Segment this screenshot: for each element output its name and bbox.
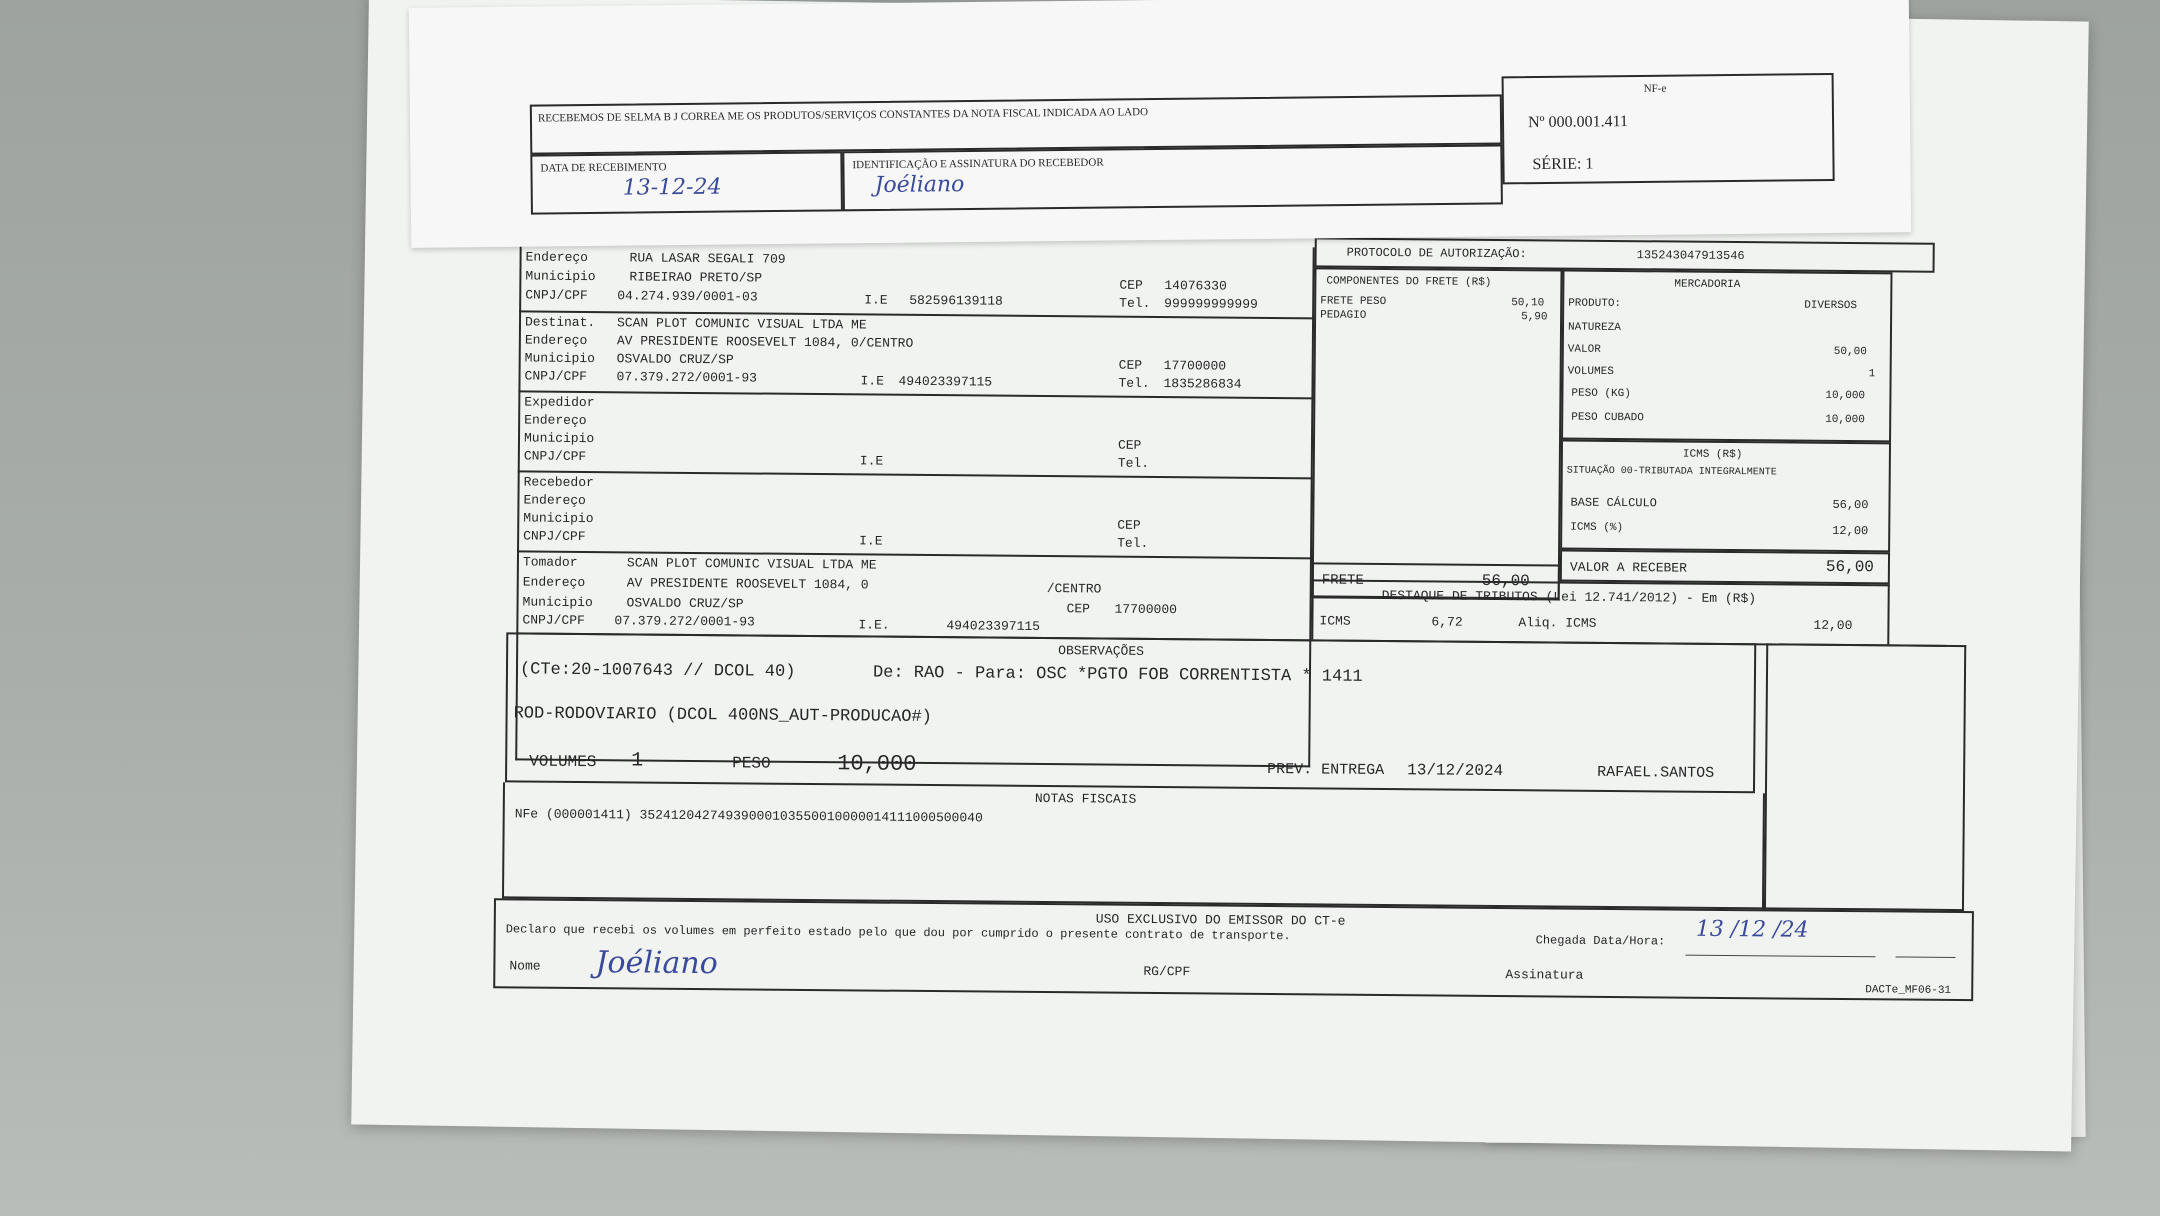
componentes-box <box>1312 267 1563 599</box>
tomador-municipio-label: Municipio <box>522 594 593 611</box>
icms-aliq-label: ICMS (%) <box>1570 521 1624 535</box>
remetente-ie-label: I.E <box>864 292 888 308</box>
cte-form <box>463 210 2000 1023</box>
tomador-endereco: AV PRESIDENTE ROOSEVELT 1084, 0 <box>626 575 869 593</box>
obs-peso-value: 10,000 <box>837 751 917 777</box>
nf-number: Nº 000.001.411 <box>1527 113 1629 132</box>
recebedor-municipio-label: Municipio <box>523 510 594 527</box>
volumes-label: VOLUMES <box>1567 365 1614 378</box>
recebedor-ie-label: I.E <box>859 533 883 549</box>
destinatario-name: SCAN PLOT COMUNIC VISUAL LTDA ME <box>616 315 867 333</box>
receiver-signature: Joéliano <box>874 172 965 198</box>
assinatura-label: Assinatura <box>1505 967 1584 983</box>
obs-line1: (CTe:20-1007643 // DCOL 40) <box>519 660 796 682</box>
valor-receber-label: VALOR A RECEBER <box>1569 559 1688 576</box>
tributos-icms-value: 6,72 <box>1431 614 1463 630</box>
destinatario-tel-label: Tel. <box>1118 375 1150 391</box>
obs-volumes-value: 1 <box>631 749 644 773</box>
chegada-handwritten: 13 /12 /24 <box>1695 916 1809 943</box>
expedidor-cnpj-label: CNPJ/CPF <box>523 448 587 465</box>
chegada-label: Chegada Data/Hora: <box>1535 933 1666 949</box>
rg-label: RG/CPF <box>1143 963 1191 980</box>
expedidor-municipio-label: Municipio <box>523 430 595 447</box>
nf-serie: SÉRIE: 1 <box>1532 155 1594 174</box>
recebedor-cnpj-label: CNPJ/CPF <box>523 528 586 545</box>
base-calculo-label: BASE CÁLCULO <box>1570 495 1657 511</box>
recebedor-endereco-label: Endereço <box>523 492 586 509</box>
natureza-label: NATUREZA <box>1567 321 1621 335</box>
nfe-line: NFe (000001411) 35241204274939000103550010000014111000500040 <box>514 806 983 826</box>
destinatario-ie-label: I.E <box>860 373 884 389</box>
protocol-label: PROTOCOLO DE AUTORIZAÇÃO: <box>1346 245 1527 262</box>
recebedor-tel-label: Tel. <box>1117 535 1149 551</box>
notas-box <box>502 782 1765 909</box>
destinatario-endereco-label: Endereço <box>524 332 588 349</box>
remetente-cnpj-label: CNPJ/CPF <box>525 287 588 304</box>
notas-title: NOTAS FISCAIS <box>1034 790 1137 807</box>
destinatario-cnpj-label: CNPJ/CPF <box>524 368 588 385</box>
tomador-endereco2: /CENTRO <box>1046 581 1102 597</box>
frete-peso-label: FRETE PESO <box>1320 295 1387 308</box>
produto-label: PRODUTO: <box>1568 297 1622 311</box>
obs-peso-label: PESO <box>732 754 771 773</box>
expedidor-ie-label: I.E <box>859 453 884 469</box>
destinatario-label: Destinat. <box>524 314 596 331</box>
tomador-cep: 17700000 <box>1114 601 1178 618</box>
destinatario-cep-label: CEP <box>1118 357 1143 373</box>
observacoes-box <box>505 632 1756 793</box>
frete-value: 56,00 <box>1481 571 1530 591</box>
remetente-municipio: RIBEIRAO PRETO/SP <box>629 269 763 286</box>
user-name: RAFAEL.SANTOS <box>1597 763 1715 782</box>
chegada-time-line <box>1896 956 1956 959</box>
peso-cubado-label: PESO CUBADO <box>1571 411 1644 425</box>
componentes-title: COMPONENTES DO FRETE (R$) <box>1326 275 1492 289</box>
nome-label: Nome <box>509 958 541 974</box>
empty-right-box <box>1764 643 1966 911</box>
destinatario-cnpj: 07.379.272/0001-93 <box>616 369 758 386</box>
valor-value: 50,00 <box>1833 345 1867 359</box>
tomador-cnpj-label: CNPJ/CPF <box>522 612 585 629</box>
tributos-aliq-value: 12,00 <box>1813 617 1853 634</box>
frete-label: FRETE <box>1321 572 1364 589</box>
uso-exclusivo-box <box>493 898 1974 1001</box>
expedidor-label: Expedidor <box>524 394 595 411</box>
tomador-cep-label: CEP <box>1066 601 1091 617</box>
nf-number-box <box>1502 73 1835 184</box>
remetente-endereco: RUA LASAR SEGALI 709 <box>629 250 786 267</box>
id-box <box>842 144 1503 211</box>
received-text: RECEBEMOS DE SELMA B J CORREA ME OS PRODUTOS/SERVIÇOS CONSTANTES DA NOTA FISCAL INDICADA AO LADO <box>537 106 1149 125</box>
remetente-cep-label: CEP <box>1119 277 1143 293</box>
pedagio-label: PEDAGIO <box>1320 309 1367 322</box>
produto-value: DIVERSOS <box>1804 299 1858 313</box>
remetente-ie: 582596139118 <box>909 292 1003 309</box>
remetente-endereco-label: Endereço <box>525 249 589 266</box>
observacoes-title: OBSERVAÇÕES <box>1058 643 1145 659</box>
obs-volumes-label: VOLUMES <box>529 752 597 772</box>
frete-peso-value: 50,10 <box>1511 297 1545 310</box>
tomador-label: Tomador <box>522 554 578 570</box>
uso-title: USO EXCLUSIVO DO EMISSOR DO CT-e <box>1095 911 1346 929</box>
destinatario-endereco: AV PRESIDENTE ROOSEVELT 1084, 0/CENTRO <box>616 333 914 351</box>
valor-receber-box <box>1560 550 1890 585</box>
remetente-tel: 999999999999 <box>1164 296 1258 312</box>
destinatario-municipio: OSVALDO CRUZ/SP <box>616 351 734 368</box>
chegada-date-line <box>1686 955 1876 959</box>
expedidor-endereco-label: Endereço <box>524 412 587 429</box>
icms-situacao: SITUAÇÃO 00-TRIBUTADA INTEGRALMENTE <box>1566 465 1777 479</box>
icms-aliq-value: 12,00 <box>1832 523 1869 539</box>
mercadoria-title: MERCADORIA <box>1674 278 1741 292</box>
obs-line2: ROD-RODOVIARIO (DCOL 400NS_AUT-PRODUCAO#) <box>513 704 932 728</box>
destinatario-cep: 17700000 <box>1163 358 1227 374</box>
volumes-value: 1 <box>1868 368 1876 381</box>
recebedor-label: Recebedor <box>523 474 594 491</box>
nf-label: NF-e <box>1643 82 1667 95</box>
tomador-cnpj: 07.379.272/0001-93 <box>614 613 755 630</box>
tomador-endereco-label: Endereço <box>522 574 586 591</box>
peso-value: 10,000 <box>1825 389 1866 403</box>
pedagio-value: 5,90 <box>1521 311 1548 324</box>
tributos-box <box>1311 579 1890 644</box>
tributos-icms-label: ICMS <box>1319 613 1351 629</box>
date-box <box>530 151 843 214</box>
tomador-municipio: OSVALDO CRUZ/SP <box>626 595 744 612</box>
declaro-text: Declaro que recebi os volumes em perfeito estado pelo que dou por cumprido o presente contrato de transporte. <box>505 922 1291 944</box>
remetente-cnpj: 04.274.939/0001-03 <box>617 288 758 305</box>
remetente-municipio-label: Municipio <box>525 268 596 285</box>
date-handwritten: 13-12-24 <box>622 174 722 201</box>
mercadoria-box <box>1561 270 1892 443</box>
protocol-value: 135243047913546 <box>1636 248 1745 264</box>
destinatario-municipio-label: Municipio <box>524 350 595 367</box>
valor-label: VALOR <box>1567 343 1601 356</box>
base-calculo-value: 56,00 <box>1832 497 1869 513</box>
remetente-tel-label: Tel. <box>1119 295 1151 311</box>
tomador-ie-label: I.E. <box>858 617 890 633</box>
destinatario-tel: 1835286834 <box>1163 376 1242 392</box>
nome-signature: Joéliano <box>595 945 718 982</box>
tomador-name: SCAN PLOT COMUNIC VISUAL LTDA ME <box>626 555 877 573</box>
obs-line1b: De: RAO - Para: OSC *PGTO FOB CORRENTISTA * 1411 <box>872 663 1363 687</box>
expedidor-cep-label: CEP <box>1117 437 1142 453</box>
peso-label: PESO (KG) <box>1571 387 1631 401</box>
date-label: DATA DE RECEBIMENTO <box>540 161 667 175</box>
recebedor-cep-label: CEP <box>1117 517 1141 533</box>
remetente-cep: 14076330 <box>1164 278 1227 294</box>
tributos-aliq-label: Aliq. ICMS <box>1518 615 1597 631</box>
valor-receber-value: 56,00 <box>1825 557 1875 577</box>
peso-cubado-value: 10,000 <box>1825 413 1865 427</box>
tributos-title: DESTAQUE DE TRIBUTOS (Lei 12.741/2012) - Em (R$) <box>1381 587 1757 607</box>
form-code: DACTe_MF06-31 <box>1865 984 1952 997</box>
icms-title: ICMS (R$) <box>1682 448 1743 462</box>
id-label: IDENTIFICAÇÃO E ASSINATURA DO RECEBEDOR <box>852 156 1104 172</box>
expedidor-tel-label: Tel. <box>1117 455 1150 471</box>
destinatario-ie: 494023397115 <box>898 373 993 390</box>
prev-entrega-value: 13/12/2024 <box>1407 761 1504 781</box>
receipt-stub <box>409 0 1911 248</box>
tomador-ie: 494023397115 <box>946 618 1041 634</box>
icms-box <box>1560 440 1891 553</box>
prev-entrega-label: PREV. ENTREGA <box>1267 760 1385 779</box>
